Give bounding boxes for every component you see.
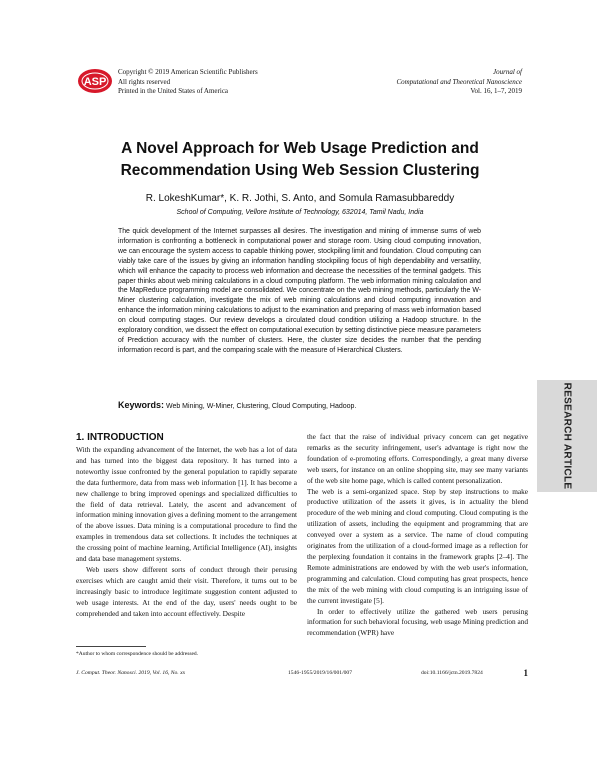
keywords-label: Keywords:: [118, 400, 165, 410]
footnote-rule: [76, 646, 146, 647]
copyright-line: Copyright © 2019 American Scientific Publishers: [118, 68, 258, 76]
section-heading-introduction: 1. INTRODUCTION: [76, 432, 164, 443]
journal-line-2: Computational and Theoretical Nanoscience: [396, 77, 522, 86]
page-number: 1: [523, 668, 528, 678]
paragraph: Web users show different sorts of conduct through their perusing exercises which are caught amid their visit. Therefore, it turns out to be increasingly basic to introduce legitimate suggestion content adjusted to web usage interests. At the end of the day, users' needs ought to be comprehended and taken into account effectively. Despite: [76, 564, 297, 618]
footer-doi: doi:10.1166/jctn.2019.7824: [421, 670, 483, 676]
logo-text: ASP: [83, 76, 107, 88]
column-right: [307, 432, 528, 639]
keywords-list: Web Mining, W-Miner, Clustering, Cloud Computing, Hadoop.: [165, 403, 357, 410]
publisher-info: [118, 68, 258, 97]
title-line-2: Recommendation Using Web Session Clustering: [120, 162, 480, 179]
research-article-tab: [537, 380, 597, 492]
paper-title: [60, 138, 540, 182]
abstract: The quick development of the Internet surpasses all desires. The investigation and mining of immense sums of web information is confronting a bottleneck in computational power and storage room. Using cloud computing innovation, we can encourage the system access to capable thinking power, stockpiling limit and foundation. Cloud computing can viably take care of the issues by giving an information handling stockpiling focus of high dependability and versatility, which will enhance the capacity to process web information and decrease the necessities of the terminal gadgets. This paper thinks about web mining calculations in a cloud computing platform. The web information mining calculation and the MapReduce programming model are consolidated. We concentrate on the web mining methods, particularly the W-Miner clustering calculation, investigate the mix of web mining calculations and cloud computing innovation and enhance the information mining calculations to adjust to the examination and preparing of mass web information based on cloud computing stages. Our review develops a circulated cloud condition utilizing a Hadoop structure. In the exploratory condition, we dissect the effect on computational execution by setting distinctive piece measure parameters of Prediction accuracy with the number of clusters. Here, the cluster size decides the number that the pending information record is part, and the comparing scale with the measure of Hierarchical Clusters.: [118, 228, 481, 354]
journal-line-1: Journal of: [493, 68, 522, 76]
keywords: [118, 400, 481, 410]
journal-info: [396, 68, 522, 97]
title-line-1: A Novel Approach for Web Usage Prediction and: [121, 140, 479, 157]
footer-journal: J. Comput. Theor. Nanosci. 2019, Vol. 16, No. xx: [76, 670, 186, 676]
paragraph: the fact that the raise of individual privacy concern can get negative remarks as the security infringement, user's advantage is right now the foundation of e-promoting efforts. Correspondingly, a great many diverse web users, for instance on an online shopping site, may see many variants of the web site home page, which is called content personalization.: [307, 432, 528, 485]
paragraph: The web is a semi-organized space. Step by step instructions to make productive utilization of the assets it gives, is in actuality the blend procedure of the web mining and cloud computing. Cloud computing is the utilization of assets, including the equipment and programming that are conveyed over a system as a service. The name of cloud computing originates from the utilization of a cloud-formed image as a reflection for the perplexing foundation it contains in the framework graphs [2–4]. The Remote administrations are endowed by with the web user's information, programming and calculation. Cloud computing has great prospects, hence the mix of the web mining with cloud computing is an intriguing issue of the current investigate [5].: [307, 486, 528, 605]
printed-line: Printed in the United States of America: [118, 87, 229, 95]
authors: R. LokeshKumar*, K. R. Jothi, S. Anto, and Somula Ramasubbareddy: [145, 193, 455, 204]
footer-issn: 1546-1955/2019/16/001/007: [288, 670, 353, 676]
research-article-label: RESEARCH ARTICLE: [561, 382, 573, 490]
asp-logo: [77, 68, 113, 94]
affiliation: School of Computing, Vellore Institute of Technology, 632014, Tamil Nadu, India: [176, 209, 424, 216]
paragraph: With the expanding advancement of the Internet, the web has a lot of data and has turned into the biggest data repository. It has turned into a noteworthy issue confronted by the general population to rapidly separate the data furthermore, data from mass web information [1]. It has become a new challenge to bring improved openings and specialized difficulties to the field of data retrieval. Lately, the ascent and advancement of information mining innovation gives a defining moment to the arrangement of the above issues. Data mining is a computational procedure to find the examples in tremendous data set collections. It includes the techniques at the crossing point of machine learning, Artificial Intelligence (AI), insights and data base management systems.: [76, 445, 297, 564]
footnote: *Author to whom correspondence should be addressed.: [76, 651, 199, 657]
column-left: [76, 445, 297, 620]
paragraph: In order to effectively utilize the gathered web users perusing information for such behavioral focusing, web usage Mining prediction and recommendation (WPR) have: [307, 606, 528, 638]
rights-line: All rights reserved: [118, 77, 171, 86]
volume-line: Vol. 16, 1–7, 2019: [470, 87, 522, 95]
